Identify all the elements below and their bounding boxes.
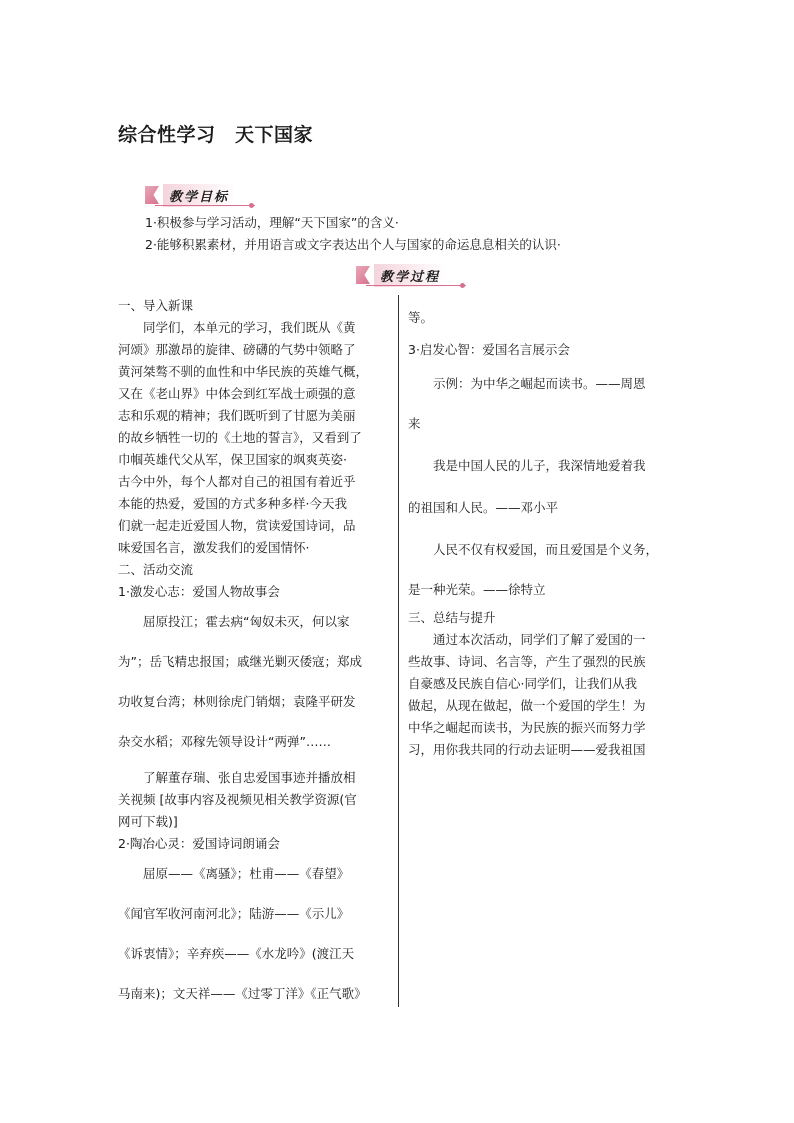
subsection-heading: 2·陶冶心灵：爱国诗词朗诵会 [118, 836, 280, 851]
section-heading: 三、总结与提升 [408, 610, 496, 625]
text-line: 了解董存瑞、张自忠爱国事迹并播放相 [118, 770, 356, 785]
text-line: 等。 [408, 310, 434, 325]
text-line: 河颂》那激昂的旋律、磅礴的气势中领略了 [118, 342, 356, 357]
text-line: 古今中外，每个人都对自己的祖国有着近乎 [118, 474, 356, 489]
text-line: 来 [408, 416, 421, 431]
text-line: 又在《老山界》中体会到红军战士顽强的意 [118, 386, 356, 401]
text-line: 屈原——《离骚》；杜甫——《春望》 [118, 866, 350, 881]
objective-item: 2·能够积累素材，并用语言或文字表达出个人与国家的命运息息相关的认识· [145, 237, 561, 252]
text-line: 黄河桀骜不驯的血性和中华民族的英雄气概， [118, 364, 369, 379]
subsection-heading: 3·启发心智：爱国名言展示会 [408, 342, 570, 357]
text-line: 们就一起走近爱国人物，赏读爱国诗词，品 [118, 518, 356, 533]
section-heading: 二、活动交流 [118, 562, 194, 577]
subsection-heading: 1·激发心志：爱国人物故事会 [118, 584, 280, 599]
text-line: 人民不仅有权爱国，而且爱国是个义务， [408, 542, 659, 557]
text-line: 功收复台湾；林则徐虎门销烟；袁隆平研发 [118, 694, 356, 709]
text-line: 志和乐观的精神；我们既听到了甘愿为美丽 [118, 408, 356, 423]
banner-dot-icon [249, 203, 254, 208]
text-line: 做起，从现在做起，做一个爱国的学生！为 [408, 698, 646, 713]
objectives-banner [145, 182, 255, 208]
text-line: 的故乡牺牲一切的《土地的誓言》，又看到了 [118, 430, 362, 445]
text-line: 为”；岳飞精忠报国；戚继光剿灭倭寇；郑成 [118, 654, 362, 669]
banner-underline [155, 205, 255, 206]
text-line: 味爱国名言，激发我们的爱国情怀· [118, 540, 310, 555]
column-divider [398, 295, 399, 1007]
text-line: 自豪感及民族自信心·同学们，让我们从我 [408, 676, 637, 691]
text-line: 通过本次活动，同学们了解了爱国的一 [408, 632, 646, 647]
text-line: 中华之崛起而读书，为民族的振兴而努力学 [408, 720, 646, 735]
text-line: 些故事、诗词、名言等，产生了强烈的民族 [408, 654, 646, 669]
objectives-list [145, 212, 561, 256]
objectives-heading: 教学目标 [163, 184, 235, 207]
text-line: 同学们，本单元的学习，我们既从《黄 [118, 320, 356, 335]
text-line: 《闻官军收河南河北》；陆游——《示儿》 [118, 906, 350, 921]
banner-flag-icon [356, 266, 370, 284]
text-line: 我是中国人民的儿子，我深情地爱着我 [408, 458, 646, 473]
page-title: 综合性学习 天下国家 [118, 124, 314, 146]
text-line: 屈原投江；霍去病“匈奴未灭，何以家 [118, 614, 350, 629]
text-line: 的祖国和人民。——邓小平 [408, 500, 559, 515]
banner-underline [366, 285, 466, 286]
text-line: 示例：为中华之崛起而读书。——周恩 [408, 376, 646, 391]
text-line: 巾帼英雄代父从军，保卫国家的飒爽英姿· [118, 452, 347, 467]
text-line: 本能的热爱，爱国的方式多种多样·今天我 [118, 496, 347, 511]
text-line: 杂交水稻；邓稼先领导设计“两弹”…… [118, 734, 331, 749]
text-line: 《诉衷情》；辛弃疾——《水龙吟》(渡江天 [118, 946, 355, 961]
text-line: 网可下载)] [118, 814, 178, 829]
text-line: 关视频 [故事内容及视频见相关教学资源(官 [118, 792, 357, 807]
process-banner [356, 262, 468, 288]
text-line: 是一种光荣。——徐特立 [408, 582, 546, 597]
banner-dot-icon [460, 283, 465, 288]
text-line: 习，用你我共同的行动去证明——爱我祖国 [408, 742, 646, 757]
text-line: 马南来)；文天祥——《过零丁洋》《正气歌》 [118, 986, 367, 1001]
objective-item: 1·积极参与学习活动，理解“天下国家”的含义· [145, 215, 399, 230]
text-line: 一、导入新课 [118, 298, 194, 313]
banner-flag-icon [145, 186, 159, 204]
process-heading: 教学过程 [374, 264, 446, 287]
